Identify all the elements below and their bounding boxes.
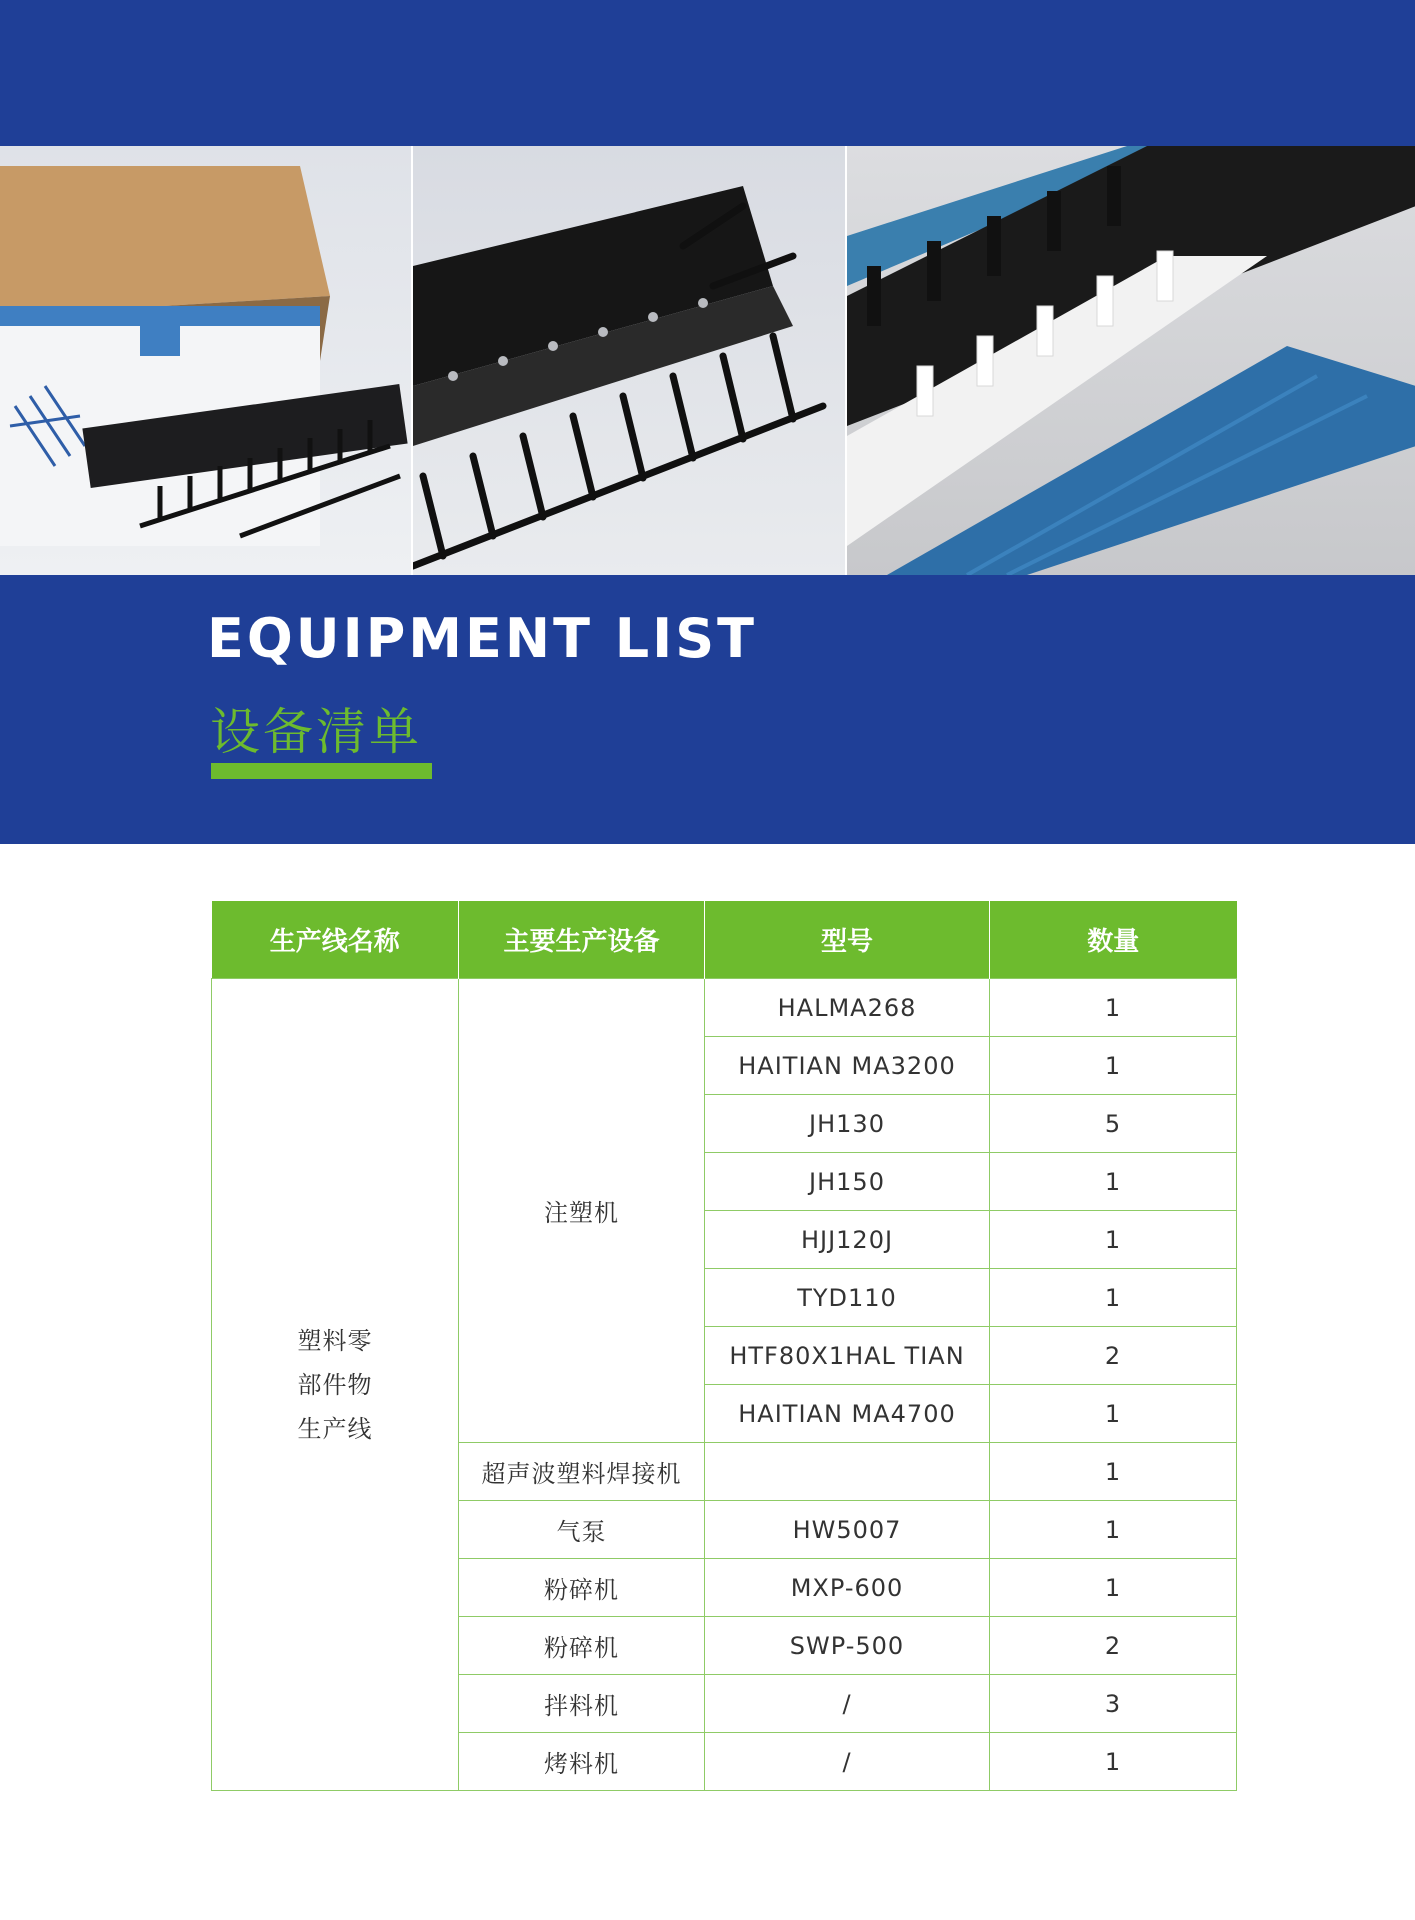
product-photo-strip bbox=[0, 146, 1415, 575]
model-cell: HTF80X1HAL TIAN bbox=[705, 1327, 990, 1385]
model-cell: / bbox=[705, 1733, 990, 1791]
quantity-cell: 1 bbox=[990, 1153, 1237, 1211]
quantity-cell: 2 bbox=[990, 1617, 1237, 1675]
quantity-cell: 5 bbox=[990, 1095, 1237, 1153]
equipment-table bbox=[211, 901, 1237, 1791]
model-cell: HJJ120J bbox=[705, 1211, 990, 1269]
model-cell: JH150 bbox=[705, 1153, 990, 1211]
line-name-part: 部件物 bbox=[297, 1370, 373, 1399]
line-name-part: 生产线 bbox=[297, 1414, 373, 1443]
quantity-cell: 2 bbox=[990, 1327, 1237, 1385]
header-model: 型号 bbox=[705, 901, 990, 979]
model-cell: HALMA268 bbox=[705, 979, 990, 1037]
model-cell: HW5007 bbox=[705, 1501, 990, 1559]
production-line-name bbox=[212, 979, 459, 1791]
title-underline-bar bbox=[211, 763, 432, 779]
equipment-name: 超声波塑料焊接机 bbox=[459, 1443, 705, 1501]
quantity-cell: 3 bbox=[990, 1675, 1237, 1733]
table-header-row bbox=[212, 901, 1237, 979]
quantity-cell: 1 bbox=[990, 1385, 1237, 1443]
model-cell: / bbox=[705, 1675, 990, 1733]
colored-binding-strips-photo bbox=[845, 146, 1415, 575]
quantity-cell: 1 bbox=[990, 1211, 1237, 1269]
line-name-part: 塑料零 bbox=[297, 1326, 373, 1355]
comb-binding-box-photo bbox=[0, 146, 411, 575]
equipment-name: 气泵 bbox=[459, 1501, 705, 1559]
page-title-chinese: 设备清单 bbox=[210, 703, 422, 761]
header-quantity: 数量 bbox=[990, 901, 1237, 979]
page-title-english: EQUIPMENT LIST bbox=[207, 607, 757, 670]
model-cell: HAITIAN MA3200 bbox=[705, 1037, 990, 1095]
model-cell: JH130 bbox=[705, 1095, 990, 1153]
quantity-cell: 1 bbox=[990, 1269, 1237, 1327]
quantity-cell: 1 bbox=[990, 1443, 1237, 1501]
quantity-cell: 1 bbox=[990, 979, 1237, 1037]
equipment-name: 粉碎机 bbox=[459, 1617, 705, 1675]
equipment-name: 粉碎机 bbox=[459, 1559, 705, 1617]
quantity-cell: 1 bbox=[990, 1037, 1237, 1095]
quantity-cell: 1 bbox=[990, 1559, 1237, 1617]
model-cell: SWP-500 bbox=[705, 1617, 990, 1675]
model-cell: HAITIAN MA4700 bbox=[705, 1385, 990, 1443]
equipment-name: 拌料机 bbox=[459, 1675, 705, 1733]
table-row bbox=[212, 979, 1237, 1037]
model-cell bbox=[705, 1443, 990, 1501]
model-cell: MXP-600 bbox=[705, 1559, 990, 1617]
equipment-name: 注塑机 bbox=[459, 979, 705, 1443]
quantity-cell: 1 bbox=[990, 1501, 1237, 1559]
quantity-cell: 1 bbox=[990, 1733, 1237, 1791]
model-cell: TYD110 bbox=[705, 1269, 990, 1327]
header-line-name: 生产线名称 bbox=[212, 901, 459, 979]
equipment-name: 烤料机 bbox=[459, 1733, 705, 1791]
header-equipment: 主要生产设备 bbox=[459, 901, 705, 979]
black-binding-combs-photo bbox=[411, 146, 844, 575]
top-banner bbox=[0, 0, 1415, 146]
